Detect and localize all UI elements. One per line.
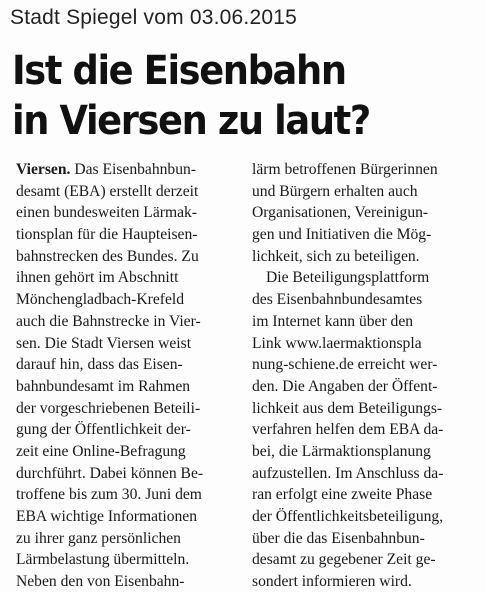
text-line: einen bundesweiten Lärmak- — [16, 204, 197, 222]
text-line: und Bürgern erhalten auch — [252, 182, 418, 200]
text-line: gen und Initiativen die Mög- — [252, 226, 432, 244]
text-line: des Eisenbahnbundesamtes — [252, 291, 423, 309]
text-line: Mönchengladbach-Krefeld — [16, 291, 184, 309]
text-line: nung-schiene.de erreicht wer- — [252, 356, 438, 374]
text-line: zu ihrer ganz persönlichen — [16, 529, 181, 547]
text-line: Lärmbelastung übermitteln. — [16, 551, 190, 569]
text-line: im Internet kann über den — [252, 312, 414, 330]
article-headline — [12, 46, 444, 146]
text-line: Neben den von Eisenbahn- — [16, 573, 185, 591]
text-line: ihnen gehört im Abschnitt — [16, 269, 179, 287]
text-line: lichkeit aus dem Beteiligungs- — [252, 399, 443, 417]
text-line: gung der Öffentlichkeit der- — [16, 421, 191, 439]
text-line: durchführt. Dabei können Be- — [16, 464, 204, 482]
headline-line-1: Ist die Eisenbahn — [12, 48, 346, 94]
paragraph-start-line: Die Beteiligungsplattform — [266, 269, 430, 287]
text-line: desamt zu gegebener Zeit ge- — [252, 551, 436, 569]
text-line: aufzustellen. Im Anschluss da- — [252, 464, 444, 482]
text-line: der vorgeschriebenen Beteili- — [16, 399, 201, 417]
text-line: Organisationen, Vereinigun- — [252, 204, 429, 222]
text-line: Link www.laermaktionspla — [252, 334, 422, 352]
text-line: tionsplan für die Haupteisen- — [16, 226, 198, 244]
text-line: bahnbundesamt im Rahmen — [16, 377, 191, 395]
text-line: den. Die Angaben der Öffent- — [252, 377, 438, 395]
text-line: der Öffentlichkeitsbeteiligung, — [252, 508, 444, 525]
text-line: über die das Eisenbahnbun- — [252, 529, 425, 547]
text-line: sen. Die Stadt Viersen weist — [16, 334, 192, 352]
text-line: lärm betroffenen Bürgerinnen — [252, 161, 438, 178]
article-column-right — [252, 159, 480, 593]
text-line — [16, 159, 244, 181]
text-line: lichkeit, sich zu beteiligen. — [252, 247, 420, 265]
text-line: troffene bis zum 30. Juni dem — [16, 486, 202, 504]
text-line: verfahren helfen dem EBA da- — [252, 421, 444, 439]
source-date-line: Stadt Spiegel vom 03.06.2015 — [10, 6, 297, 29]
text-line: sondert informieren wird. — [252, 573, 412, 591]
text-line: auch die Bahnstrecke in Vier- — [16, 312, 201, 330]
article-column-left — [16, 159, 244, 593]
text-line: bahnstrecken des Bundes. Zu — [16, 247, 199, 265]
text-line: ran erfolgt eine zweite Phase — [252, 486, 433, 504]
text-line: zeit eine Online-Befragung — [16, 442, 186, 460]
text-line: EBA wichtige Informationen — [16, 508, 198, 525]
text-line: bei, die Lärmaktionsplanung — [252, 442, 431, 460]
text-line: darauf hin, dass das Eisen- — [16, 356, 183, 374]
text-line: desamt (EBA) erstellt derzeit — [16, 182, 199, 200]
text-line-fragment: Das Eisenbahnbun- — [70, 161, 197, 178]
dateline: Viersen. — [16, 161, 71, 178]
headline-line-2: in Viersen zu laut? — [12, 98, 370, 144]
